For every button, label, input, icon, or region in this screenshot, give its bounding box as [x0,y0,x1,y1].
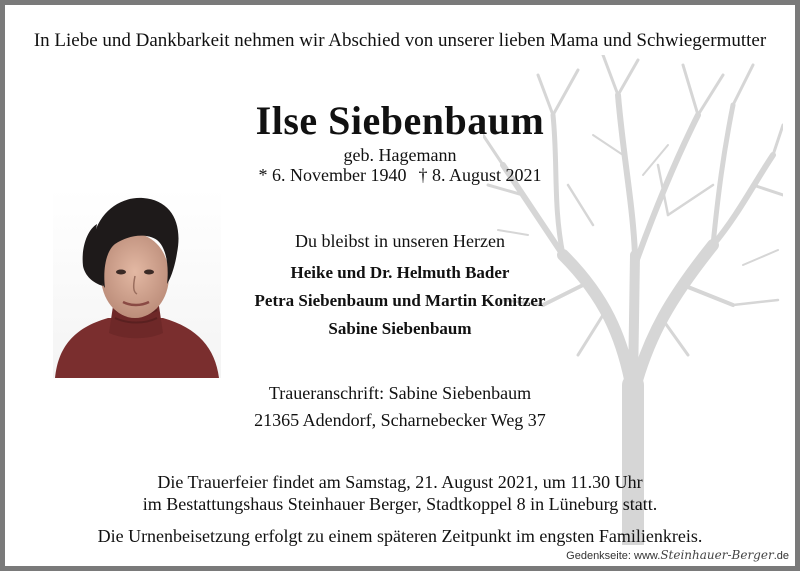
mourning-address-name: Traueranschrift: Sabine Siebenbaum [268,383,532,403]
memorial-page-link[interactable] [566,548,789,562]
mourner-line: Heike und Dr. Helmuth Bader [290,263,510,282]
birth-date: * 6. November 1940 [258,165,407,185]
mourner-line: Sabine Siebenbaum [328,319,472,338]
memorial-quote: Du bleibst in unseren Herzen [295,231,505,251]
intro-text: In Liebe und Dankbarkeit nehmen wir Abschied von unserer lieben Mama und Schwiegermutter [33,30,767,51]
service-info-line-1: Die Trauerfeier findet am Samstag, 21. August 2021, um 11.30 Uhr [157,472,643,492]
footer-label: Gedenkseite: www. [566,550,661,562]
mourning-address-street: 21365 Adendorf, Scharnebecker Weg 37 [254,410,546,430]
footer-domain-suffix: .de [773,550,789,562]
deceased-name: Ilse Siebenbaum [255,98,545,143]
urn-burial-notice: Die Urnenbeisetzung erfolgt zu einem späteren Zeitpunkt im engsten Familienkreis. [97,526,703,546]
service-info-line-2: im Bestattungshaus Steinhauer Berger, Stadtkoppel 8 in Lüneburg statt. [142,494,658,514]
life-dates [5,165,795,186]
mourner-line: Petra Siebenbaum und Martin Konitzer [254,291,546,310]
maiden-name: geb. Hagemann [343,145,457,165]
funeral-home-brand: Steinhauer-Berger [660,548,774,562]
death-date: † 8. August 2021 [418,165,542,185]
portrait-photo [53,188,221,378]
